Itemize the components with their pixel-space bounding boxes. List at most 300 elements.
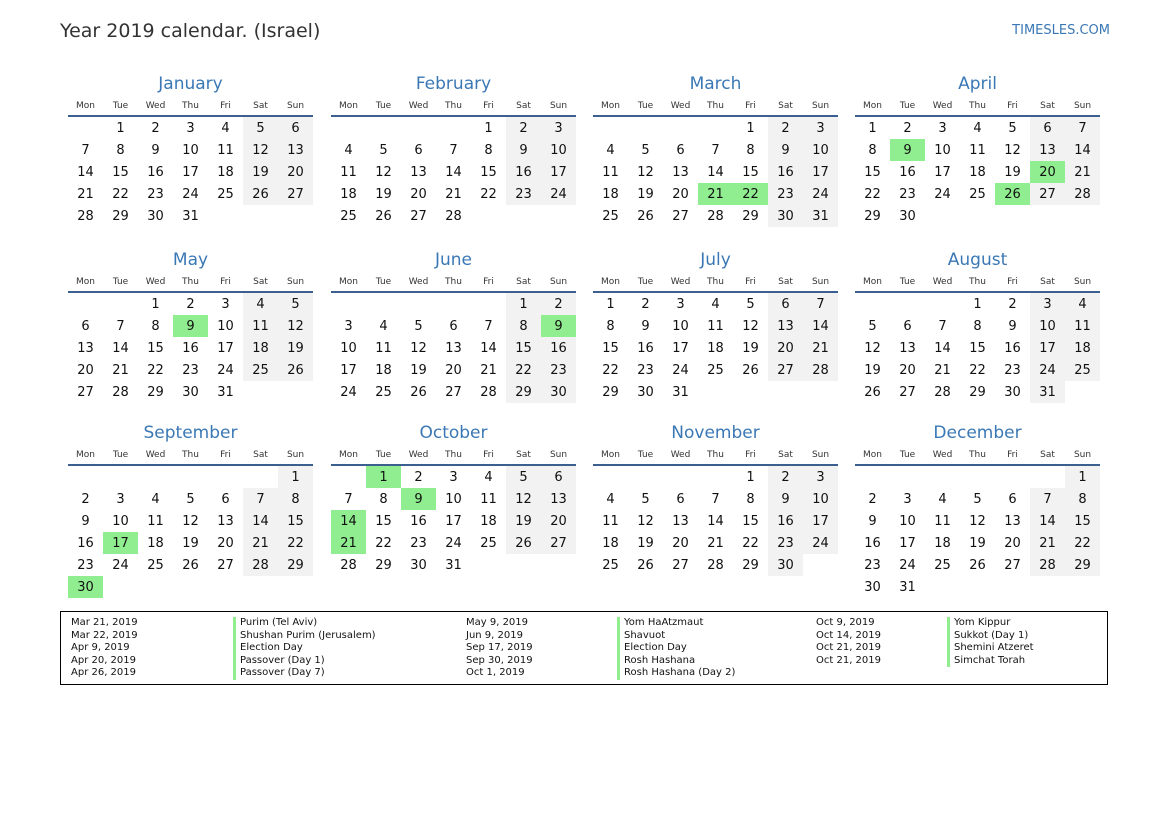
day-cell: 13: [278, 139, 313, 161]
weekday-label: Wed: [408, 100, 429, 111]
day-cell: 19: [864, 362, 881, 378]
month-february: [331, 72, 576, 227]
empty-cell: [925, 293, 960, 315]
day-cell: 29: [864, 208, 881, 224]
weekday-label: Fri: [220, 100, 231, 111]
month-april: [855, 72, 1100, 227]
weekday-label: Wed: [408, 449, 429, 460]
month-june: [331, 248, 576, 403]
day-cell: 6: [81, 318, 90, 334]
day-cell: 30: [637, 384, 654, 400]
day-cell: 10: [934, 142, 951, 158]
day-cell: 4: [711, 296, 720, 312]
holiday-name: Passover (Day 7): [233, 667, 376, 680]
day-cell: 26: [410, 384, 427, 400]
day-cell: 5: [186, 491, 195, 507]
day-cell: 10: [672, 318, 689, 334]
day-cell: 10: [182, 142, 199, 158]
day-cell: 13: [768, 315, 803, 337]
day-cell: 8: [746, 142, 755, 158]
day-cell: 3: [803, 117, 838, 139]
day-cell: 3: [186, 120, 195, 136]
day-cell: 11: [969, 142, 986, 158]
day-cell: 7: [243, 488, 278, 510]
day-cell: 16: [147, 164, 164, 180]
day-cell: 29: [375, 557, 392, 573]
day-cell: 31: [1030, 381, 1065, 403]
day-cell: 18: [147, 535, 164, 551]
day-cell: 23: [768, 532, 803, 554]
day-cell: 8: [484, 142, 493, 158]
day-cell: 1: [116, 120, 125, 136]
day-cell: 29: [278, 554, 313, 576]
holiday-name: Election Day: [233, 642, 376, 655]
day-cell: 1: [973, 296, 982, 312]
holiday-name: Yom HaAtzmaut: [617, 617, 735, 630]
day-cell: 2: [81, 491, 90, 507]
day-cell: 8: [278, 488, 313, 510]
day-cell: 13: [410, 164, 427, 180]
day-cell: 3: [541, 117, 576, 139]
empty-cell: [436, 293, 471, 315]
empty-cell: [925, 466, 960, 488]
day-cell: 11: [243, 315, 278, 337]
day-cell: 26: [637, 208, 654, 224]
day-cell: 10: [899, 513, 916, 529]
day-cell: 10: [803, 488, 838, 510]
day-cell: 24: [445, 535, 462, 551]
empty-cell: [628, 117, 663, 139]
day-cell: 22: [375, 535, 392, 551]
weekday-label: Thu: [707, 276, 724, 287]
empty-cell: [401, 293, 436, 315]
day-cell: 15: [278, 510, 313, 532]
day-cell: 17: [217, 340, 234, 356]
day-cell: 21: [934, 362, 951, 378]
holiday-date: Sep 30, 2019: [466, 654, 533, 666]
day-cell: 7: [81, 142, 90, 158]
holiday-date: Apr 20, 2019: [71, 654, 137, 666]
day-cell: 25: [243, 359, 278, 381]
weekday-label: Sun: [1073, 276, 1092, 287]
day-cell: 2: [506, 117, 541, 139]
weekday-label: Fri: [483, 449, 494, 460]
day-cell: 7: [1030, 488, 1065, 510]
day-cell: 7: [344, 491, 353, 507]
empty-cell: [331, 466, 366, 488]
day-cell: 16: [77, 535, 94, 551]
day-cell: 12: [742, 318, 759, 334]
day-cell: 31: [217, 384, 234, 400]
day-cell: 12: [637, 164, 654, 180]
day-cell: 7: [711, 142, 720, 158]
month-name: February: [415, 74, 492, 94]
day-cell: 11: [707, 318, 724, 334]
weekday-label: Tue: [899, 100, 916, 111]
day-cell: 10: [1030, 315, 1065, 337]
day-cell: 29: [506, 381, 541, 403]
holiday-day-cell: 9: [541, 315, 576, 337]
day-cell: 18: [602, 535, 619, 551]
day-cell: 6: [414, 142, 423, 158]
day-cell: 19: [742, 340, 759, 356]
day-cell: 23: [899, 186, 916, 202]
day-cell: 21: [77, 186, 94, 202]
day-cell: 14: [480, 340, 497, 356]
holiday-name: Rosh Hashana: [617, 655, 735, 668]
day-cell: 17: [803, 161, 838, 183]
day-cell: 15: [1065, 510, 1100, 532]
day-cell: 31: [899, 579, 916, 595]
legend-dates-column-2: [466, 617, 533, 680]
holiday-date: Apr 9, 2019: [71, 642, 130, 653]
day-cell: 13: [1004, 513, 1021, 529]
day-cell: 16: [410, 513, 427, 529]
day-cell: 28: [707, 208, 724, 224]
day-cell: 28: [77, 208, 94, 224]
weekday-label: Fri: [745, 276, 756, 287]
day-cell: 20: [541, 510, 576, 532]
day-cell: 25: [480, 535, 497, 551]
month-october: [331, 421, 576, 576]
day-cell: 3: [803, 466, 838, 488]
day-cell: 2: [768, 466, 803, 488]
day-cell: 27: [672, 557, 689, 573]
day-cell: 11: [340, 164, 357, 180]
day-cell: 2: [151, 120, 160, 136]
day-cell: 23: [182, 362, 199, 378]
day-cell: 13: [445, 340, 462, 356]
empty-cell: [1030, 466, 1065, 488]
day-cell: 10: [541, 139, 576, 161]
holiday-day-cell: 1: [366, 466, 401, 488]
day-cell: 6: [541, 466, 576, 488]
weekday-label: Tue: [637, 449, 654, 460]
day-cell: 14: [803, 315, 838, 337]
day-cell: 1: [606, 296, 615, 312]
day-cell: 6: [676, 491, 685, 507]
month-name: March: [689, 74, 742, 94]
day-cell: 27: [899, 384, 916, 400]
weekday-label: Thu: [707, 100, 724, 111]
weekday-label: Tue: [112, 449, 129, 460]
empty-cell: [103, 293, 138, 315]
day-cell: 19: [637, 186, 654, 202]
holiday-date: Sep 17, 2019: [466, 642, 533, 653]
weekday-label: Tue: [375, 100, 392, 111]
holiday-date: Mar 21, 2019: [71, 617, 138, 628]
day-cell: 4: [606, 491, 615, 507]
weekday-header: [855, 445, 1100, 466]
holiday-day-cell: 9: [173, 315, 208, 337]
day-cell: 25: [375, 384, 392, 400]
day-cell: 11: [602, 513, 619, 529]
day-cell: 5: [379, 142, 388, 158]
weekday-header: [593, 272, 838, 293]
holiday-name: Simchat Torah: [947, 655, 1034, 668]
day-cell: 8: [151, 318, 160, 334]
month-name: August: [947, 250, 1008, 270]
legend-names-column-1: [233, 617, 376, 680]
day-cell: 27: [278, 183, 313, 205]
day-cell: 29: [112, 208, 129, 224]
day-cell: 15: [864, 164, 881, 180]
weekday-label: Fri: [1007, 449, 1018, 460]
day-cell: 26: [182, 557, 199, 573]
day-cell: 17: [672, 340, 689, 356]
weekday-label: Wed: [932, 449, 953, 460]
day-cell: 5: [243, 117, 278, 139]
legend-dates-column-3: [816, 617, 881, 667]
month-march: [593, 72, 838, 227]
day-cell: 27: [77, 384, 94, 400]
holiday-day-cell: 21: [698, 183, 733, 205]
holiday-date: Oct 9, 2019: [816, 617, 875, 628]
holiday-day-cell: 9: [401, 488, 436, 510]
day-cell: 22: [864, 186, 881, 202]
empty-cell: [663, 466, 698, 488]
page-title: Year 2019 calendar. (Israel): [60, 20, 321, 42]
weekday-header: [331, 96, 576, 117]
day-cell: 23: [637, 362, 654, 378]
day-cell: 1: [746, 120, 755, 136]
site-link[interactable]: TIMESLES.COM: [1012, 23, 1110, 38]
month-name: January: [158, 74, 223, 94]
day-cell: 29: [969, 384, 986, 400]
day-cell: 13: [217, 513, 234, 529]
day-cell: 27: [1030, 183, 1065, 205]
day-cell: 29: [742, 557, 759, 573]
day-cell: 12: [182, 513, 199, 529]
holiday-name: Rosh Hashana (Day 2): [617, 667, 735, 680]
weekday-label: Sat: [778, 100, 793, 111]
weekday-label: Tue: [899, 449, 916, 460]
day-cell: 24: [899, 557, 916, 573]
day-cell: 24: [934, 186, 951, 202]
weekday-header: [68, 96, 313, 117]
day-cell: 19: [637, 535, 654, 551]
day-grid: [331, 466, 576, 576]
day-cell: 5: [973, 491, 982, 507]
weekday-label: Wed: [670, 449, 691, 460]
day-cell: 14: [1065, 139, 1100, 161]
day-cell: 4: [379, 318, 388, 334]
day-cell: 30: [768, 205, 803, 227]
weekday-label: Fri: [745, 449, 756, 460]
day-cell: 22: [480, 186, 497, 202]
month-november: [593, 421, 838, 576]
day-cell: 5: [746, 296, 755, 312]
day-cell: 24: [1030, 359, 1065, 381]
day-cell: 18: [934, 535, 951, 551]
weekday-header: [331, 445, 576, 466]
day-cell: 4: [1065, 293, 1100, 315]
day-cell: 9: [506, 139, 541, 161]
weekday-label: Sun: [1073, 100, 1092, 111]
day-grid: [68, 466, 313, 598]
day-cell: 2: [186, 296, 195, 312]
holiday-name: Shushan Purim (Jerusalem): [233, 630, 376, 643]
day-cell: 23: [77, 557, 94, 573]
day-cell: 31: [445, 557, 462, 573]
legend-names-column-2: [617, 617, 735, 680]
month-name: December: [933, 423, 1022, 443]
day-cell: 21: [112, 362, 129, 378]
weekday-label: Tue: [375, 276, 392, 287]
day-cell: 8: [606, 318, 615, 334]
day-grid: [68, 117, 313, 227]
day-cell: 20: [672, 186, 689, 202]
weekday-label: Fri: [483, 100, 494, 111]
day-cell: 17: [1030, 337, 1065, 359]
weekday-label: Thu: [182, 100, 199, 111]
weekday-label: Wed: [932, 100, 953, 111]
weekday-label: Fri: [220, 276, 231, 287]
holiday-day-cell: 14: [331, 510, 366, 532]
day-cell: 28: [445, 208, 462, 224]
day-cell: 20: [768, 337, 803, 359]
weekday-label: Thu: [707, 449, 724, 460]
day-cell: 16: [182, 340, 199, 356]
day-cell: 18: [340, 186, 357, 202]
day-cell: 22: [506, 359, 541, 381]
day-cell: 30: [182, 384, 199, 400]
weekday-label: Sat: [778, 276, 793, 287]
holiday-day-cell: 30: [68, 576, 103, 598]
weekday-header: [331, 272, 576, 293]
day-cell: 14: [934, 340, 951, 356]
empty-cell: [960, 466, 995, 488]
weekday-label: Mon: [863, 449, 882, 460]
day-cell: 11: [1065, 315, 1100, 337]
weekday-header: [593, 96, 838, 117]
day-cell: 9: [1008, 318, 1017, 334]
day-cell: 1: [151, 296, 160, 312]
weekday-label: Tue: [637, 100, 654, 111]
day-cell: 19: [375, 186, 392, 202]
day-cell: 22: [742, 535, 759, 551]
empty-cell: [593, 117, 628, 139]
weekday-label: Tue: [112, 276, 129, 287]
day-cell: 10: [217, 318, 234, 334]
day-cell: 1: [746, 469, 755, 485]
holiday-day-cell: 22: [733, 183, 768, 205]
day-cell: 21: [480, 362, 497, 378]
weekday-label: Sun: [286, 449, 305, 460]
day-cell: 29: [1065, 554, 1100, 576]
weekday-label: Sun: [811, 449, 830, 460]
weekday-label: Mon: [76, 276, 95, 287]
day-cell: 14: [243, 510, 278, 532]
day-cell: 14: [707, 164, 724, 180]
day-cell: 11: [375, 340, 392, 356]
day-cell: 1: [1065, 466, 1100, 488]
day-cell: 31: [182, 208, 199, 224]
holiday-date: Oct 21, 2019: [816, 642, 881, 653]
day-cell: 18: [217, 164, 234, 180]
day-cell: 19: [243, 161, 278, 183]
weekday-label: Sat: [1040, 276, 1055, 287]
day-cell: 14: [445, 164, 462, 180]
weekday-label: Sun: [286, 100, 305, 111]
day-cell: 27: [217, 557, 234, 573]
holiday-name: Shavuot: [617, 630, 735, 643]
day-cell: 13: [672, 164, 689, 180]
day-cell: 25: [707, 362, 724, 378]
day-cell: 7: [116, 318, 125, 334]
day-cell: 5: [868, 318, 877, 334]
month-name: June: [434, 250, 473, 270]
day-cell: 21: [707, 535, 724, 551]
day-cell: 10: [445, 491, 462, 507]
day-grid: [855, 117, 1100, 227]
day-cell: 18: [969, 164, 986, 180]
day-cell: 20: [672, 535, 689, 551]
day-cell: 27: [410, 208, 427, 224]
weekday-label: Sun: [549, 276, 568, 287]
day-cell: 18: [375, 362, 392, 378]
day-cell: 12: [864, 340, 881, 356]
day-cell: 16: [637, 340, 654, 356]
holiday-name: Yom Kippur: [947, 617, 1034, 630]
day-cell: 4: [484, 469, 493, 485]
day-cell: 26: [864, 384, 881, 400]
day-cell: 27: [541, 532, 576, 554]
day-cell: 13: [899, 340, 916, 356]
day-cell: 23: [864, 557, 881, 573]
day-cell: 4: [606, 142, 615, 158]
day-cell: 18: [480, 513, 497, 529]
weekday-label: Mon: [339, 100, 358, 111]
day-cell: 29: [742, 208, 759, 224]
empty-cell: [698, 466, 733, 488]
weekday-label: Wed: [145, 276, 166, 287]
weekday-label: Wed: [145, 100, 166, 111]
day-cell: 10: [340, 340, 357, 356]
day-cell: 25: [1065, 359, 1100, 381]
empty-cell: [995, 466, 1030, 488]
weekday-label: Sat: [253, 449, 268, 460]
month-name: November: [671, 423, 760, 443]
holiday-name: Shemini Atzeret: [947, 642, 1034, 655]
month-name: May: [172, 250, 209, 270]
holiday-date: Mar 22, 2019: [71, 629, 138, 641]
day-cell: 8: [1065, 488, 1100, 510]
day-cell: 7: [711, 491, 720, 507]
day-cell: 22: [278, 532, 313, 554]
day-cell: 13: [541, 488, 576, 510]
month-july: [593, 248, 838, 403]
day-cell: 12: [243, 139, 278, 161]
day-cell: 19: [278, 337, 313, 359]
day-cell: 18: [707, 340, 724, 356]
weekday-label: Fri: [1007, 276, 1018, 287]
day-cell: 2: [541, 293, 576, 315]
day-cell: 30: [864, 579, 881, 595]
day-cell: 6: [1008, 491, 1017, 507]
day-cell: 19: [410, 362, 427, 378]
day-cell: 23: [147, 186, 164, 202]
day-cell: 3: [1030, 293, 1065, 315]
holiday-date: Oct 21, 2019: [816, 654, 881, 666]
day-cell: 17: [541, 161, 576, 183]
weekday-label: Sun: [549, 100, 568, 111]
weekday-header: [68, 445, 313, 466]
day-cell: 11: [147, 513, 164, 529]
empty-cell: [208, 466, 243, 488]
day-cell: 25: [602, 208, 619, 224]
day-cell: 28: [1065, 183, 1100, 205]
